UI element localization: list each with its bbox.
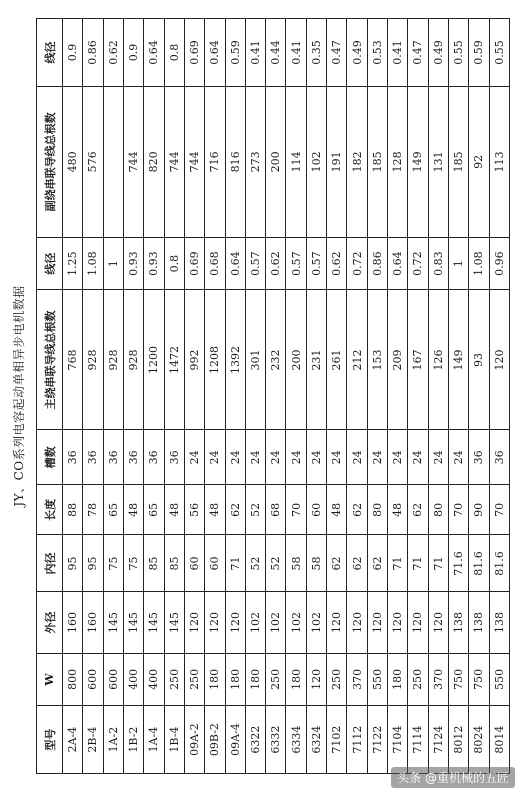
table-row — [408, 19, 428, 774]
header-col-aux-winding-conductors: 副绕串联导线总根数 — [37, 86, 63, 237]
cell-col-aux-winding-conductors: 185 — [367, 86, 387, 237]
cell-col-main-wire-gauge: 0.57 — [306, 237, 326, 290]
cell-col-model: 7102 — [327, 706, 347, 774]
cell-col-main-wire-gauge: 0.72 — [408, 237, 428, 290]
cell-col-inner-diameter: 58 — [286, 535, 306, 592]
cell-col-length: 62 — [347, 485, 367, 535]
table-row — [266, 19, 286, 774]
cell-col-inner-diameter: 85 — [164, 535, 184, 592]
cell-col-outer-diameter: 120 — [408, 592, 428, 653]
cell-col-slots: 24 — [184, 430, 204, 485]
cell-col-inner-diameter: 62 — [367, 535, 387, 592]
cell-col-slots: 24 — [205, 430, 225, 485]
header-col-inner-diameter: 内径 — [37, 535, 63, 592]
table-row — [164, 19, 184, 774]
cell-col-aux-wire-gauge: 0.55 — [448, 19, 468, 87]
cell-col-aux-winding-conductors: 131 — [428, 86, 448, 237]
cell-col-power: 550 — [489, 653, 509, 706]
cell-col-length: 90 — [469, 485, 489, 535]
cell-col-inner-diameter: 58 — [306, 535, 326, 592]
cell-col-main-winding-conductors: 120 — [489, 290, 509, 430]
cell-col-model: 09A-4 — [225, 706, 245, 774]
cell-col-inner-diameter: 81.6 — [469, 535, 489, 592]
cell-col-length: 88 — [63, 485, 83, 535]
cell-col-main-winding-conductors: 928 — [123, 290, 143, 430]
cell-col-power: 750 — [448, 653, 468, 706]
cell-col-outer-diameter: 120 — [205, 592, 225, 653]
header-col-aux-wire-gauge: 线径 — [37, 19, 63, 87]
cell-col-inner-diameter: 71 — [428, 535, 448, 592]
cell-col-outer-diameter: 120 — [388, 592, 408, 653]
cell-col-model: 7114 — [408, 706, 428, 774]
table-row — [448, 19, 468, 774]
cell-col-model: 6322 — [245, 706, 265, 774]
header-col-length: 长度 — [37, 485, 63, 535]
cell-col-main-winding-conductors: 149 — [448, 290, 468, 430]
table-row — [245, 19, 265, 774]
cell-col-outer-diameter: 102 — [245, 592, 265, 653]
cell-col-length: 48 — [205, 485, 225, 535]
cell-col-aux-winding-conductors: 92 — [469, 86, 489, 237]
cell-col-length: 48 — [388, 485, 408, 535]
cell-col-outer-diameter: 102 — [306, 592, 326, 653]
table-row — [286, 19, 306, 774]
watermark: 头条 @重机械的五匠 — [391, 767, 515, 788]
cell-col-aux-winding-conductors: 149 — [408, 86, 428, 237]
cell-col-aux-wire-gauge: 0.41 — [245, 19, 265, 87]
cell-col-main-wire-gauge: 0.96 — [489, 237, 509, 290]
cell-col-model: 6332 — [266, 706, 286, 774]
cell-col-length: 68 — [266, 485, 286, 535]
cell-col-outer-diameter: 102 — [266, 592, 286, 653]
cell-col-model: 7122 — [367, 706, 387, 774]
cell-col-inner-diameter: 52 — [245, 535, 265, 592]
table-header-row — [37, 19, 63, 774]
cell-col-aux-winding-conductors: 113 — [489, 86, 509, 237]
cell-col-main-wire-gauge: 0.72 — [347, 237, 367, 290]
cell-col-aux-winding-conductors: 716 — [205, 86, 225, 237]
cell-col-inner-diameter: 60 — [205, 535, 225, 592]
cell-col-length: 65 — [144, 485, 164, 535]
cell-col-main-winding-conductors: 126 — [428, 290, 448, 430]
cell-col-length: 70 — [448, 485, 468, 535]
cell-col-slots: 24 — [286, 430, 306, 485]
cell-col-inner-diameter: 95 — [83, 535, 103, 592]
cell-col-model: 7124 — [428, 706, 448, 774]
cell-col-aux-winding-conductors: 480 — [63, 86, 83, 237]
cell-col-inner-diameter: 62 — [327, 535, 347, 592]
cell-col-outer-diameter: 145 — [144, 592, 164, 653]
cell-col-length: 80 — [428, 485, 448, 535]
cell-col-main-winding-conductors: 93 — [469, 290, 489, 430]
cell-col-power: 370 — [347, 653, 367, 706]
cell-col-main-winding-conductors: 928 — [83, 290, 103, 430]
cell-col-outer-diameter: 120 — [347, 592, 367, 653]
table-row — [306, 19, 326, 774]
cell-col-power: 600 — [83, 653, 103, 706]
cell-col-outer-diameter: 145 — [164, 592, 184, 653]
cell-col-outer-diameter: 138 — [469, 592, 489, 653]
cell-col-inner-diameter: 71 — [388, 535, 408, 592]
cell-col-length: 70 — [489, 485, 509, 535]
cell-col-power: 800 — [63, 653, 83, 706]
cell-col-power: 180 — [205, 653, 225, 706]
header-col-model: 型号 — [37, 706, 63, 774]
cell-col-outer-diameter: 160 — [83, 592, 103, 653]
cell-col-main-winding-conductors: 768 — [63, 290, 83, 430]
cell-col-power: 250 — [408, 653, 428, 706]
cell-col-aux-wire-gauge: 0.55 — [489, 19, 509, 87]
cell-col-slots: 24 — [225, 430, 245, 485]
cell-col-aux-winding-conductors: 182 — [347, 86, 367, 237]
cell-col-main-wire-gauge: 0.68 — [205, 237, 225, 290]
cell-col-aux-wire-gauge: 0.86 — [83, 19, 103, 87]
cell-col-aux-wire-gauge: 0.47 — [327, 19, 347, 87]
cell-col-slots: 36 — [63, 430, 83, 485]
cell-col-power: 600 — [103, 653, 123, 706]
cell-col-aux-wire-gauge: 0.59 — [469, 19, 489, 87]
cell-col-length: 60 — [306, 485, 326, 535]
cell-col-main-wire-gauge: 0.86 — [367, 237, 387, 290]
cell-col-model: 6324 — [306, 706, 326, 774]
cell-col-slots: 24 — [347, 430, 367, 485]
cell-col-slots: 24 — [245, 430, 265, 485]
cell-col-inner-diameter: 81.6 — [489, 535, 509, 592]
cell-col-aux-winding-conductors: 273 — [245, 86, 265, 237]
cell-col-slots: 24 — [428, 430, 448, 485]
cell-col-main-wire-gauge: 0.62 — [266, 237, 286, 290]
cell-col-length: 65 — [103, 485, 123, 535]
cell-col-main-wire-gauge: 0.62 — [327, 237, 347, 290]
cell-col-inner-diameter: 60 — [184, 535, 204, 592]
cell-col-slots: 24 — [327, 430, 347, 485]
cell-col-aux-winding-conductors: 816 — [225, 86, 245, 237]
table-row — [347, 19, 367, 774]
cell-col-main-wire-gauge: 0.69 — [184, 237, 204, 290]
cell-col-slots: 36 — [123, 430, 143, 485]
cell-col-main-winding-conductors: 992 — [184, 290, 204, 430]
cell-col-main-wire-gauge: 1 — [448, 237, 468, 290]
cell-col-model: 1A-2 — [103, 706, 123, 774]
cell-col-aux-wire-gauge: 0.69 — [184, 19, 204, 87]
cell-col-main-wire-gauge: 1.25 — [63, 237, 83, 290]
table-row — [83, 19, 103, 774]
motor-data-table — [36, 18, 510, 774]
cell-col-model: 7104 — [388, 706, 408, 774]
cell-col-main-winding-conductors: 1208 — [205, 290, 225, 430]
cell-col-slots: 24 — [306, 430, 326, 485]
cell-col-length: 56 — [184, 485, 204, 535]
cell-col-power: 180 — [225, 653, 245, 706]
table-row — [388, 19, 408, 774]
cell-col-power: 250 — [327, 653, 347, 706]
cell-col-outer-diameter: 160 — [63, 592, 83, 653]
cell-col-power: 120 — [306, 653, 326, 706]
cell-col-aux-wire-gauge: 0.44 — [266, 19, 286, 87]
cell-col-main-wire-gauge: 0.93 — [144, 237, 164, 290]
cell-col-aux-winding-conductors: 191 — [327, 86, 347, 237]
cell-col-power: 550 — [367, 653, 387, 706]
cell-col-aux-winding-conductors: 820 — [144, 86, 164, 237]
cell-col-aux-wire-gauge: 0.64 — [144, 19, 164, 87]
cell-col-aux-winding-conductors: 744 — [123, 86, 143, 237]
cell-col-aux-winding-conductors — [103, 86, 123, 237]
table-row — [225, 19, 245, 774]
cell-col-length: 70 — [286, 485, 306, 535]
cell-col-inner-diameter: 95 — [63, 535, 83, 592]
cell-col-power: 250 — [164, 653, 184, 706]
cell-col-main-winding-conductors: 1392 — [225, 290, 245, 430]
cell-col-main-wire-gauge: 0.57 — [245, 237, 265, 290]
cell-col-length: 52 — [245, 485, 265, 535]
cell-col-length: 48 — [164, 485, 184, 535]
cell-col-power: 180 — [286, 653, 306, 706]
cell-col-power: 250 — [184, 653, 204, 706]
cell-col-length: 80 — [367, 485, 387, 535]
cell-col-aux-winding-conductors: 744 — [164, 86, 184, 237]
cell-col-aux-wire-gauge: 0.47 — [408, 19, 428, 87]
cell-col-power: 370 — [428, 653, 448, 706]
cell-col-model: 8014 — [489, 706, 509, 774]
cell-col-outer-diameter: 138 — [448, 592, 468, 653]
cell-col-power: 400 — [123, 653, 143, 706]
cell-col-model: 1A-4 — [144, 706, 164, 774]
table-row — [469, 19, 489, 774]
cell-col-model: 1B-4 — [164, 706, 184, 774]
cell-col-model: 2A-4 — [63, 706, 83, 774]
cell-col-model: 7112 — [347, 706, 367, 774]
cell-col-inner-diameter: 71.6 — [448, 535, 468, 592]
table-row — [367, 19, 387, 774]
cell-col-length: 62 — [408, 485, 428, 535]
table-row — [184, 19, 204, 774]
cell-col-aux-winding-conductors: 576 — [83, 86, 103, 237]
cell-col-aux-winding-conductors: 128 — [388, 86, 408, 237]
cell-col-aux-wire-gauge: 0.35 — [306, 19, 326, 87]
cell-col-main-wire-gauge: 0.64 — [225, 237, 245, 290]
cell-col-main-wire-gauge: 0.8 — [164, 237, 184, 290]
cell-col-slots: 36 — [103, 430, 123, 485]
cell-col-main-wire-gauge: 0.83 — [428, 237, 448, 290]
cell-col-length: 78 — [83, 485, 103, 535]
cell-col-aux-wire-gauge: 0.9 — [123, 19, 143, 87]
cell-col-aux-winding-conductors: 102 — [306, 86, 326, 237]
cell-col-outer-diameter: 120 — [225, 592, 245, 653]
cell-col-main-wire-gauge: 0.64 — [388, 237, 408, 290]
table-row — [103, 19, 123, 774]
cell-col-power: 750 — [469, 653, 489, 706]
cell-col-inner-diameter: 75 — [103, 535, 123, 592]
cell-col-aux-winding-conductors: 185 — [448, 86, 468, 237]
header-col-main-wire-gauge: 线径 — [37, 237, 63, 290]
table-row — [123, 19, 143, 774]
cell-col-inner-diameter: 85 — [144, 535, 164, 592]
cell-col-inner-diameter: 52 — [266, 535, 286, 592]
cell-col-outer-diameter: 102 — [286, 592, 306, 653]
cell-col-main-winding-conductors: 232 — [266, 290, 286, 430]
table-body — [63, 19, 510, 774]
header-col-slots: 槽数 — [37, 430, 63, 485]
table-row — [144, 19, 164, 774]
cell-col-main-winding-conductors: 209 — [388, 290, 408, 430]
page-title: JY、CO系列电容起动单相异步电机数据 — [12, 285, 26, 507]
cell-col-main-wire-gauge: 0.57 — [286, 237, 306, 290]
cell-col-main-winding-conductors: 1472 — [164, 290, 184, 430]
cell-col-aux-winding-conductors: 114 — [286, 86, 306, 237]
cell-col-aux-wire-gauge: 0.64 — [205, 19, 225, 87]
cell-col-length: 48 — [123, 485, 143, 535]
cell-col-main-winding-conductors: 1200 — [144, 290, 164, 430]
cell-col-aux-wire-gauge: 0.59 — [225, 19, 245, 87]
cell-col-slots: 36 — [469, 430, 489, 485]
cell-col-main-winding-conductors: 231 — [306, 290, 326, 430]
header-col-main-winding-conductors: 主绕串联导线总根数 — [37, 290, 63, 430]
cell-col-slots: 24 — [367, 430, 387, 485]
cell-col-model: 09A-2 — [184, 706, 204, 774]
cell-col-slots: 36 — [489, 430, 509, 485]
cell-col-main-wire-gauge: 1.08 — [83, 237, 103, 290]
cell-col-main-winding-conductors: 200 — [286, 290, 306, 430]
cell-col-aux-wire-gauge: 0.49 — [347, 19, 367, 87]
header-col-power: W — [37, 653, 63, 706]
cell-col-power: 250 — [266, 653, 286, 706]
cell-col-aux-wire-gauge: 0.49 — [428, 19, 448, 87]
cell-col-slots: 36 — [144, 430, 164, 485]
cell-col-outer-diameter: 120 — [428, 592, 448, 653]
table-row — [327, 19, 347, 774]
cell-col-slots: 24 — [448, 430, 468, 485]
cell-col-main-wire-gauge: 1.08 — [469, 237, 489, 290]
cell-col-slots: 36 — [164, 430, 184, 485]
cell-col-outer-diameter: 138 — [489, 592, 509, 653]
cell-col-model: 8024 — [469, 706, 489, 774]
cell-col-inner-diameter: 62 — [347, 535, 367, 592]
table-row — [428, 19, 448, 774]
cell-col-inner-diameter: 71 — [225, 535, 245, 592]
cell-col-model: 09B-2 — [205, 706, 225, 774]
cell-col-outer-diameter: 120 — [367, 592, 387, 653]
cell-col-power: 180 — [245, 653, 265, 706]
cell-col-slots: 24 — [266, 430, 286, 485]
cell-col-outer-diameter: 145 — [123, 592, 143, 653]
cell-col-aux-wire-gauge: 0.9 — [63, 19, 83, 87]
table-row — [205, 19, 225, 774]
cell-col-slots: 36 — [83, 430, 103, 485]
cell-col-outer-diameter: 120 — [327, 592, 347, 653]
cell-col-inner-diameter: 71 — [408, 535, 428, 592]
cell-col-main-winding-conductors: 167 — [408, 290, 428, 430]
cell-col-model: 2B-4 — [83, 706, 103, 774]
cell-col-model: 6334 — [286, 706, 306, 774]
cell-col-model: 1B-2 — [123, 706, 143, 774]
cell-col-main-winding-conductors: 928 — [103, 290, 123, 430]
motor-data-table-wrapper — [36, 18, 510, 774]
cell-col-main-winding-conductors: 212 — [347, 290, 367, 430]
cell-col-aux-winding-conductors: 744 — [184, 86, 204, 237]
cell-col-power: 180 — [388, 653, 408, 706]
cell-col-inner-diameter: 75 — [123, 535, 143, 592]
cell-col-length: 48 — [327, 485, 347, 535]
header-col-outer-diameter: 外径 — [37, 592, 63, 653]
cell-col-outer-diameter: 145 — [103, 592, 123, 653]
table-row — [489, 19, 509, 774]
cell-col-aux-wire-gauge: 0.41 — [388, 19, 408, 87]
cell-col-model: 8012 — [448, 706, 468, 774]
cell-col-length: 62 — [225, 485, 245, 535]
cell-col-outer-diameter: 120 — [184, 592, 204, 653]
cell-col-slots: 24 — [388, 430, 408, 485]
cell-col-main-wire-gauge: 1 — [103, 237, 123, 290]
cell-col-aux-wire-gauge: 0.8 — [164, 19, 184, 87]
cell-col-power: 400 — [144, 653, 164, 706]
table-row — [63, 19, 83, 774]
cell-col-main-winding-conductors: 261 — [327, 290, 347, 430]
cell-col-aux-wire-gauge: 0.62 — [103, 19, 123, 87]
cell-col-main-winding-conductors: 301 — [245, 290, 265, 430]
cell-col-aux-wire-gauge: 0.53 — [367, 19, 387, 87]
cell-col-main-winding-conductors: 153 — [367, 290, 387, 430]
cell-col-aux-wire-gauge: 0.41 — [286, 19, 306, 87]
cell-col-aux-winding-conductors: 200 — [266, 86, 286, 237]
cell-col-slots: 24 — [408, 430, 428, 485]
cell-col-main-wire-gauge: 0.93 — [123, 237, 143, 290]
